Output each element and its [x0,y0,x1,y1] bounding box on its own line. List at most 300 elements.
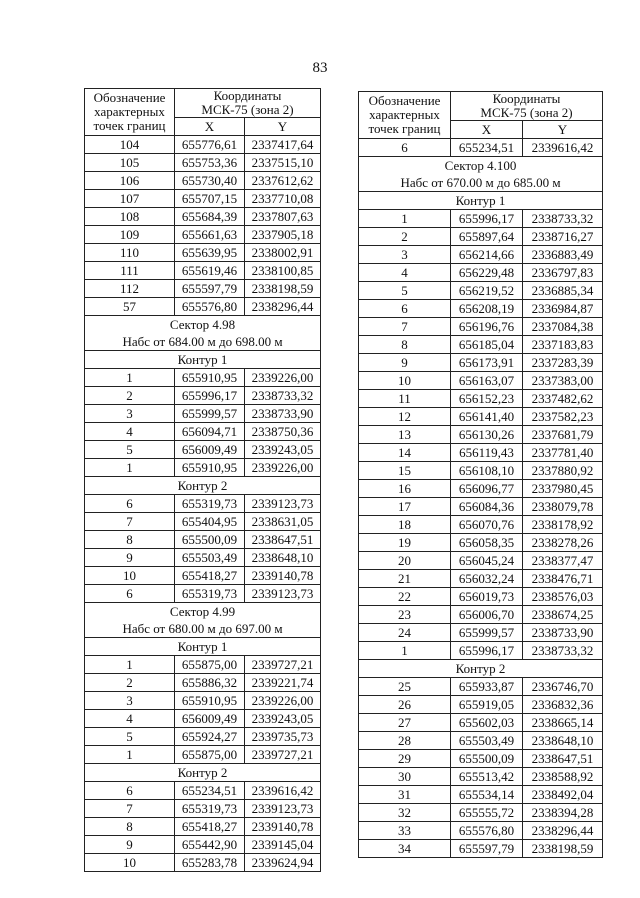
point-number-cell: 10 [85,567,175,585]
point-number-cell: 6 [85,782,175,800]
y-coordinate-cell: 2336984,87 [523,300,603,318]
y-coordinate-cell: 2337781,40 [523,444,603,462]
x-coordinate-cell: 655500,09 [175,531,245,549]
x-coordinate-cell: 655576,80 [175,298,245,316]
x-coordinate-cell: 656214,66 [451,246,523,264]
point-number-cell: 24 [359,624,451,642]
point-number-cell: 1 [85,369,175,387]
table-row [85,190,321,208]
contour-label: Контур 2 [85,477,321,495]
table-row [85,549,321,567]
table-row [85,567,321,585]
y-coordinate-cell: 2338716,27 [523,228,603,246]
table-row [359,732,603,750]
y-coordinate-cell: 2338296,44 [245,298,321,316]
point-number-cell: 29 [359,750,451,768]
y-coordinate-cell: 2338278,26 [523,534,603,552]
y-coordinate-cell: 2337612,62 [245,172,321,190]
x-coordinate-cell: 655996,17 [175,387,245,405]
table-row [359,642,603,660]
x-coordinate-cell: 655886,32 [175,674,245,692]
y-coordinate-cell: 2337084,38 [523,318,603,336]
sector-header-cell [85,603,321,638]
y-coordinate-cell: 2336832,36 [523,696,603,714]
table-row [85,459,321,477]
table-row [85,656,321,674]
point-number-cell: 5 [85,728,175,746]
x-coordinate-cell: 655503,49 [451,732,523,750]
point-number-cell: 19 [359,534,451,552]
sector-height-range: Набс от 670.00 м до 685.00 м [400,175,561,190]
x-coordinate-cell: 655597,79 [451,840,523,858]
y-coordinate-cell: 2337980,45 [523,480,603,498]
table-row [359,516,603,534]
column-header-y: Y [523,121,603,139]
x-coordinate-cell: 656094,71 [175,423,245,441]
point-number-cell: 107 [85,190,175,208]
table-row [359,804,603,822]
table-row [85,387,321,405]
x-coordinate-cell: 656219,52 [451,282,523,300]
point-number-cell: 109 [85,226,175,244]
y-coordinate-cell: 2338733,90 [245,405,321,423]
point-number-cell: 17 [359,498,451,516]
x-coordinate-cell: 655319,73 [175,800,245,818]
table-row [85,172,321,190]
x-coordinate-cell: 655999,57 [451,624,523,642]
point-number-cell: 3 [359,246,451,264]
y-coordinate-cell: 2339727,21 [245,656,321,674]
table-row [359,480,603,498]
x-coordinate-cell: 655602,03 [451,714,523,732]
y-coordinate-cell: 2339140,78 [245,818,321,836]
point-number-cell: 110 [85,244,175,262]
y-coordinate-cell: 2337905,18 [245,226,321,244]
y-coordinate-cell: 2338394,28 [523,804,603,822]
table-row [85,405,321,423]
y-coordinate-cell: 2339624,94 [245,854,321,872]
contour-header-row [85,638,321,656]
y-coordinate-cell: 2339123,73 [245,800,321,818]
table-row [85,692,321,710]
x-coordinate-cell: 655776,61 [175,136,245,154]
x-coordinate-cell: 656084,36 [451,498,523,516]
point-number-cell: 33 [359,822,451,840]
table-row [359,139,603,157]
table-row [359,300,603,318]
y-coordinate-cell: 2337383,00 [523,372,603,390]
table-row [85,854,321,872]
point-number-cell: 6 [85,495,175,513]
point-number-cell: 28 [359,732,451,750]
table-row [359,588,603,606]
point-number-cell: 8 [85,531,175,549]
column-header-points: Обозначение характерных точек границ [359,92,451,139]
y-coordinate-cell: 2337880,92 [523,462,603,480]
x-coordinate-cell: 655513,42 [451,768,523,786]
y-coordinate-cell: 2339140,78 [245,567,321,585]
point-number-cell: 1 [85,459,175,477]
table-row [359,228,603,246]
y-coordinate-cell: 2339616,42 [245,782,321,800]
x-coordinate-cell: 655924,27 [175,728,245,746]
x-coordinate-cell: 656108,10 [451,462,523,480]
y-coordinate-cell: 2336885,34 [523,282,603,300]
point-number-cell: 9 [85,549,175,567]
x-coordinate-cell: 656229,48 [451,264,523,282]
contour-label: Контур 2 [359,660,603,678]
x-coordinate-cell: 655319,73 [175,585,245,603]
y-coordinate-cell: 2339243,05 [245,441,321,459]
point-number-cell: 30 [359,768,451,786]
table-row [85,208,321,226]
contour-label: Контур 1 [85,638,321,656]
point-number-cell: 6 [85,585,175,603]
y-coordinate-cell: 2338733,32 [523,642,603,660]
y-coordinate-cell: 2336883,49 [523,246,603,264]
y-coordinate-cell: 2338733,32 [523,210,603,228]
y-coordinate-cell: 2338647,51 [245,531,321,549]
x-coordinate-cell: 656006,70 [451,606,523,624]
point-number-cell: 23 [359,606,451,624]
x-coordinate-cell: 655999,57 [175,405,245,423]
column-header-y: Y [245,118,321,136]
point-number-cell: 104 [85,136,175,154]
y-coordinate-cell: 2338648,10 [245,549,321,567]
x-coordinate-cell: 655234,51 [451,139,523,157]
x-coordinate-cell: 655500,09 [451,750,523,768]
point-number-cell: 1 [85,656,175,674]
table-row [359,444,603,462]
contour-label: Контур 1 [85,351,321,369]
y-coordinate-cell: 2338178,92 [523,516,603,534]
y-coordinate-cell: 2339145,04 [245,836,321,854]
point-number-cell: 7 [85,513,175,531]
y-coordinate-cell: 2339727,21 [245,746,321,764]
column-header-x: X [175,118,245,136]
table-row [359,210,603,228]
table-row [359,552,603,570]
y-coordinate-cell: 2336797,83 [523,264,603,282]
point-number-cell: 13 [359,426,451,444]
y-coordinate-cell: 2337710,08 [245,190,321,208]
point-number-cell: 108 [85,208,175,226]
x-coordinate-cell: 655283,78 [175,854,245,872]
y-coordinate-cell: 2339616,42 [523,139,603,157]
y-coordinate-cell: 2339226,00 [245,692,321,710]
point-number-cell: 4 [359,264,451,282]
y-coordinate-cell: 2338588,92 [523,768,603,786]
table-row [359,678,603,696]
contour-header-row [85,477,321,495]
x-coordinate-cell: 655234,51 [175,782,245,800]
point-number-cell: 7 [359,318,451,336]
point-number-cell: 11 [359,390,451,408]
contour-header-row [359,660,603,678]
y-coordinate-cell: 2338198,59 [245,280,321,298]
point-number-cell: 1 [359,642,451,660]
table-row [359,570,603,588]
x-coordinate-cell: 655910,95 [175,459,245,477]
table-row [85,280,321,298]
x-coordinate-cell: 655910,95 [175,369,245,387]
point-number-cell: 27 [359,714,451,732]
x-coordinate-cell: 655919,05 [451,696,523,714]
table-row [359,318,603,336]
x-coordinate-cell: 655897,64 [451,228,523,246]
point-number-cell: 2 [359,228,451,246]
coordinates-table-left [84,88,321,872]
x-coordinate-cell: 656009,49 [175,441,245,459]
point-number-cell: 22 [359,588,451,606]
point-number-cell: 6 [359,139,451,157]
x-coordinate-cell: 656019,73 [451,588,523,606]
point-number-cell: 4 [85,423,175,441]
table-row [85,836,321,854]
point-number-cell: 18 [359,516,451,534]
x-coordinate-cell: 655404,95 [175,513,245,531]
point-number-cell: 32 [359,804,451,822]
column-header-points: Обозначение характерных точек границ [85,89,175,136]
column-header-coordinates: Координаты МСК-75 (зона 2) [175,89,321,118]
x-coordinate-cell: 656119,43 [451,444,523,462]
point-number-cell: 16 [359,480,451,498]
y-coordinate-cell: 2339123,73 [245,585,321,603]
y-coordinate-cell: 2338648,10 [523,732,603,750]
point-number-cell: 10 [359,372,451,390]
point-number-cell: 4 [85,710,175,728]
table-row [359,372,603,390]
y-coordinate-cell: 2338733,32 [245,387,321,405]
x-coordinate-cell: 655534,14 [451,786,523,804]
y-coordinate-cell: 2338079,78 [523,498,603,516]
point-number-cell: 3 [85,405,175,423]
point-number-cell: 1 [359,210,451,228]
x-coordinate-cell: 655576,80 [451,822,523,840]
point-number-cell: 9 [359,354,451,372]
y-coordinate-cell: 2338476,71 [523,570,603,588]
x-coordinate-cell: 656152,23 [451,390,523,408]
y-coordinate-cell: 2338100,85 [245,262,321,280]
point-number-cell: 7 [85,800,175,818]
point-number-cell: 8 [85,818,175,836]
coordinates-table-right [358,91,603,858]
x-coordinate-cell: 656141,40 [451,408,523,426]
table-row [85,513,321,531]
point-number-cell: 5 [359,282,451,300]
y-coordinate-cell: 2338647,51 [523,750,603,768]
y-coordinate-cell: 2337417,64 [245,136,321,154]
y-coordinate-cell: 2339123,73 [245,495,321,513]
x-coordinate-cell: 655442,90 [175,836,245,854]
table-row [85,226,321,244]
point-number-cell: 15 [359,462,451,480]
point-number-cell: 8 [359,336,451,354]
table-row [85,495,321,513]
table-row [85,818,321,836]
y-coordinate-cell: 2338296,44 [523,822,603,840]
point-number-cell: 2 [85,674,175,692]
x-coordinate-cell: 656196,76 [451,318,523,336]
y-coordinate-cell: 2338631,05 [245,513,321,531]
contour-header-row [359,192,603,210]
x-coordinate-cell: 655555,72 [451,804,523,822]
table-row [359,246,603,264]
x-coordinate-cell: 656032,24 [451,570,523,588]
y-coordinate-cell: 2338492,04 [523,786,603,804]
point-number-cell: 105 [85,154,175,172]
point-number-cell: 5 [85,441,175,459]
x-coordinate-cell: 655933,87 [451,678,523,696]
point-number-cell: 2 [85,387,175,405]
table-row [359,264,603,282]
y-coordinate-cell: 2339226,00 [245,459,321,477]
table-row [359,390,603,408]
x-coordinate-cell: 655684,39 [175,208,245,226]
x-coordinate-cell: 655875,00 [175,656,245,674]
y-coordinate-cell: 2338002,91 [245,244,321,262]
contour-label: Контур 2 [85,764,321,782]
point-number-cell: 21 [359,570,451,588]
table-row [359,768,603,786]
x-coordinate-cell: 655707,15 [175,190,245,208]
y-coordinate-cell: 2339735,73 [245,728,321,746]
column-header-coordinates: Координаты МСК-75 (зона 2) [451,92,603,121]
table-row [85,441,321,459]
x-coordinate-cell: 655875,00 [175,746,245,764]
x-coordinate-cell: 656208,19 [451,300,523,318]
table-row [359,462,603,480]
x-coordinate-cell: 656045,24 [451,552,523,570]
table-row [85,298,321,316]
y-coordinate-cell: 2337482,62 [523,390,603,408]
x-coordinate-cell: 656130,26 [451,426,523,444]
table-row [359,606,603,624]
y-coordinate-cell: 2339226,00 [245,369,321,387]
sector-title: Сектор 4.99 [169,604,236,619]
point-number-cell: 106 [85,172,175,190]
y-coordinate-cell: 2337807,63 [245,208,321,226]
y-coordinate-cell: 2339243,05 [245,710,321,728]
table-row [359,786,603,804]
table-row [85,423,321,441]
sector-title: Сектор 4.98 [169,317,236,332]
point-number-cell: 57 [85,298,175,316]
table-row [359,534,603,552]
y-coordinate-cell: 2338665,14 [523,714,603,732]
table-row [85,782,321,800]
table-row [85,262,321,280]
point-number-cell: 10 [85,854,175,872]
point-number-cell: 12 [359,408,451,426]
table-row [359,354,603,372]
sector-header-row [359,157,603,192]
table-row [85,800,321,818]
table-row [359,408,603,426]
table-row [85,531,321,549]
table-row [85,710,321,728]
sector-height-range: Набс от 680.00 м до 697.00 м [122,621,283,636]
table-row [85,585,321,603]
x-coordinate-cell: 655639,95 [175,244,245,262]
x-coordinate-cell: 655753,36 [175,154,245,172]
sector-header-row [85,316,321,351]
contour-header-row [85,351,321,369]
y-coordinate-cell: 2337183,83 [523,336,603,354]
sector-height-range: Набс от 684.00 м до 698.00 м [122,334,283,349]
x-coordinate-cell: 656185,04 [451,336,523,354]
x-coordinate-cell: 656009,49 [175,710,245,728]
table-row [359,282,603,300]
x-coordinate-cell: 655730,40 [175,172,245,190]
table-row [85,136,321,154]
point-number-cell: 26 [359,696,451,714]
point-number-cell: 9 [85,836,175,854]
y-coordinate-cell: 2338377,47 [523,552,603,570]
table-row [359,426,603,444]
table-row [85,244,321,262]
x-coordinate-cell: 655619,46 [175,262,245,280]
sector-header-cell [85,316,321,351]
y-coordinate-cell: 2338750,36 [245,423,321,441]
y-coordinate-cell: 2338674,25 [523,606,603,624]
x-coordinate-cell: 656096,77 [451,480,523,498]
column-header-x: X [451,121,523,139]
x-coordinate-cell: 655319,73 [175,495,245,513]
y-coordinate-cell: 2338733,90 [523,624,603,642]
x-coordinate-cell: 656173,91 [451,354,523,372]
point-number-cell: 31 [359,786,451,804]
y-coordinate-cell: 2337515,10 [245,154,321,172]
point-number-cell: 112 [85,280,175,298]
x-coordinate-cell: 655597,79 [175,280,245,298]
y-coordinate-cell: 2336746,70 [523,678,603,696]
table-row [85,728,321,746]
x-coordinate-cell: 655418,27 [175,567,245,585]
x-coordinate-cell: 655418,27 [175,818,245,836]
page-number: 83 [312,60,328,76]
table-row [359,840,603,858]
sector-header-row [85,603,321,638]
point-number-cell: 111 [85,262,175,280]
sector-title: Сектор 4.100 [444,158,517,173]
x-coordinate-cell: 656070,76 [451,516,523,534]
table-row [359,336,603,354]
y-coordinate-cell: 2337681,79 [523,426,603,444]
y-coordinate-cell: 2337283,39 [523,354,603,372]
x-coordinate-cell: 655996,17 [451,642,523,660]
table-row [359,750,603,768]
sector-header-cell [359,157,603,192]
table-row [359,624,603,642]
y-coordinate-cell: 2338576,03 [523,588,603,606]
point-number-cell: 20 [359,552,451,570]
y-coordinate-cell: 2338198,59 [523,840,603,858]
point-number-cell: 1 [85,746,175,764]
table-row [359,696,603,714]
contour-header-row [85,764,321,782]
y-coordinate-cell: 2337582,23 [523,408,603,426]
contour-label: Контур 1 [359,192,603,210]
point-number-cell: 34 [359,840,451,858]
y-coordinate-cell: 2339221,74 [245,674,321,692]
table-row [85,369,321,387]
table-row [85,674,321,692]
point-number-cell: 25 [359,678,451,696]
x-coordinate-cell: 655910,95 [175,692,245,710]
x-coordinate-cell: 655661,63 [175,226,245,244]
point-number-cell: 3 [85,692,175,710]
